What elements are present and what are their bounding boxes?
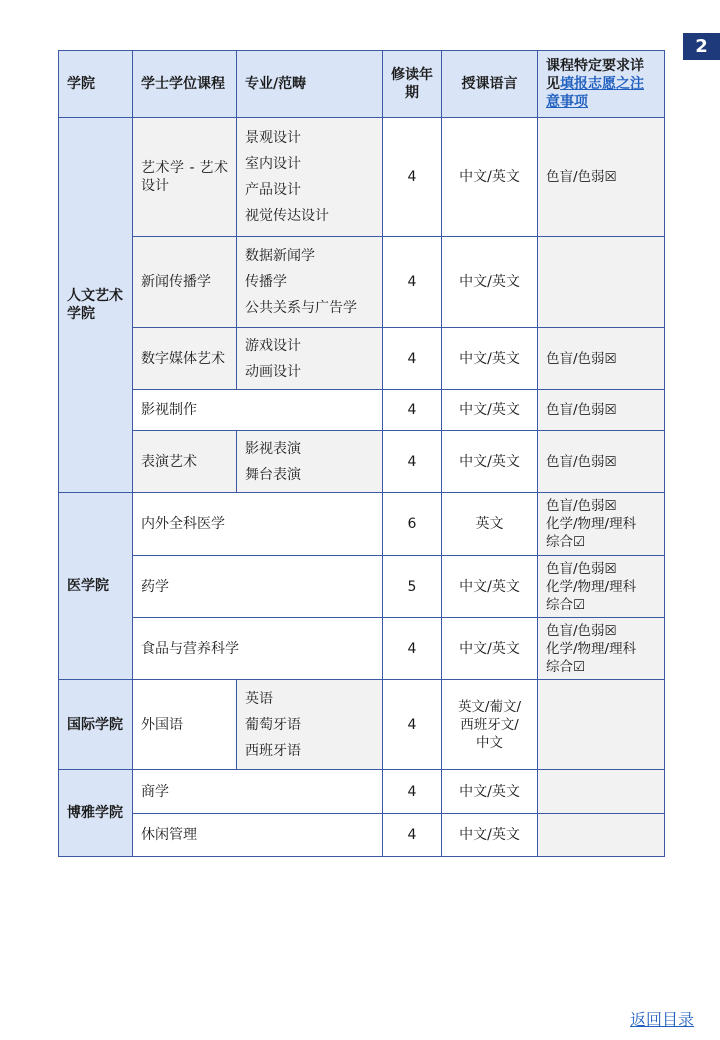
major-item: 舞台表演: [245, 466, 301, 483]
requirement-cell: [538, 237, 665, 328]
requirement-line: 化学/物理/理科: [546, 640, 637, 657]
major-cell: [237, 118, 383, 237]
table-row: [59, 618, 665, 680]
requirement-line: 化学/物理/理科: [546, 516, 637, 532]
major-item: 公共关系与广告学: [245, 300, 357, 316]
degree-cell: 商学: [133, 770, 383, 814]
major-cell: [237, 431, 383, 493]
header-requirements: [538, 51, 665, 118]
degree-cell: 食品与营养科学: [133, 618, 383, 680]
major-item: 数据新闻学: [245, 248, 315, 264]
header-major: 专业/范畴: [237, 51, 383, 118]
college-cell-liberal-arts: 博雅学院: [59, 770, 133, 857]
college-cell-international: 国际学院: [59, 680, 133, 770]
years-cell: 5: [383, 556, 442, 618]
language-cell: 中文/英文: [442, 328, 538, 390]
table-row: [59, 680, 665, 770]
requirement-cell: [538, 814, 665, 857]
requirement-cell: [538, 493, 665, 556]
notes-link[interactable]: 填报志愿之注意事项: [546, 76, 644, 110]
requirement-cell: 色盲/色弱☒: [538, 390, 665, 431]
language-line: 中文: [476, 734, 503, 751]
header-language: 授课语言: [442, 51, 538, 118]
degree-cell: 艺术学 - 艺术设计: [133, 118, 237, 237]
language-cell: 中文/英文: [442, 814, 538, 857]
degree-cell: 数字媒体艺术: [133, 328, 237, 390]
requirement-cell: [538, 556, 665, 618]
requirement-line: 综合☑: [546, 658, 586, 675]
table-row: [59, 556, 665, 618]
degree-cell: 休闲管理: [133, 814, 383, 857]
requirement-cell: 色盲/色弱☒: [538, 431, 665, 493]
degree-cell: 影视制作: [133, 390, 383, 431]
major-item: 动画设计: [245, 363, 301, 380]
major-item: 视觉传达设计: [245, 208, 329, 224]
years-cell: 4: [383, 814, 442, 857]
major-item: 景观设计: [245, 130, 301, 146]
table-row: [59, 493, 665, 556]
back-to-contents-link[interactable]: 返回目录: [630, 1010, 695, 1029]
major-item: 葡萄牙语: [245, 716, 301, 733]
years-cell: 4: [383, 431, 442, 493]
language-cell: 英文: [442, 493, 538, 556]
table-row: [59, 390, 665, 431]
language-line: 西班牙文/: [460, 716, 519, 733]
language-cell: 中文/英文: [442, 770, 538, 814]
language-cell: 中文/英文: [442, 390, 538, 431]
college-cell-medicine: 医学院: [59, 493, 133, 680]
degree-cell: 新闻传播学: [133, 237, 237, 328]
programme-table: [58, 50, 665, 857]
years-cell: 4: [383, 390, 442, 431]
major-item: 西班牙语: [245, 742, 301, 759]
major-item: 传播学: [245, 274, 287, 290]
language-cell: 中文/英文: [442, 118, 538, 237]
header-college: 学院: [59, 51, 133, 118]
table-row: [59, 814, 665, 857]
table-row: [59, 237, 665, 328]
degree-cell: 外国语: [133, 680, 237, 770]
major-item: 影视表演: [245, 440, 301, 457]
college-cell-arts: 人文艺术学院: [59, 118, 133, 493]
major-cell: [237, 680, 383, 770]
requirement-cell: 色盲/色弱☒: [538, 328, 665, 390]
years-cell: 6: [383, 493, 442, 556]
table-row: [59, 328, 665, 390]
language-cell: 中文/英文: [442, 237, 538, 328]
header-years: 修读年期: [383, 51, 442, 118]
table-header-row: [59, 51, 665, 118]
major-item: 游戏设计: [245, 337, 301, 354]
language-line: 英文/葡文/: [457, 698, 522, 715]
degree-cell: 内外全科医学: [133, 493, 383, 556]
major-item: 产品设计: [245, 182, 301, 198]
header-req-prefix: 课程特定要求详见: [546, 58, 644, 92]
years-cell: 4: [383, 770, 442, 814]
requirement-cell: [538, 618, 665, 680]
language-cell: 中文/英文: [442, 618, 538, 680]
table-row: [59, 431, 665, 493]
language-cell: 中文/英文: [442, 431, 538, 493]
requirement-cell: [538, 770, 665, 814]
years-cell: 4: [383, 118, 442, 237]
requirement-line: 色盲/色弱☒: [546, 498, 617, 514]
requirement-cell: 色盲/色弱☒: [538, 118, 665, 237]
header-degree: 学士学位课程: [133, 51, 237, 118]
requirement-line: 综合☑: [546, 596, 586, 613]
major-item: 英语: [245, 690, 273, 707]
years-cell: 4: [383, 618, 442, 680]
years-cell: 4: [383, 680, 442, 770]
requirement-line: 色盲/色弱☒: [546, 622, 617, 639]
requirement-line: 化学/物理/理科: [546, 578, 637, 595]
requirement-cell: [538, 680, 665, 770]
language-cell: 中文/英文: [442, 556, 538, 618]
requirement-line: 综合☑: [546, 534, 586, 550]
years-cell: 4: [383, 237, 442, 328]
degree-cell: 药学: [133, 556, 383, 618]
table-row: [59, 770, 665, 814]
major-cell: [237, 328, 383, 390]
page-number-badge: 2: [683, 33, 720, 60]
requirement-line: 色盲/色弱☒: [546, 560, 617, 577]
table-row: [59, 118, 665, 237]
language-cell: [442, 680, 538, 770]
major-cell: [237, 237, 383, 328]
years-cell: 4: [383, 328, 442, 390]
degree-cell: 表演艺术: [133, 431, 237, 493]
major-item: 室内设计: [245, 156, 301, 172]
